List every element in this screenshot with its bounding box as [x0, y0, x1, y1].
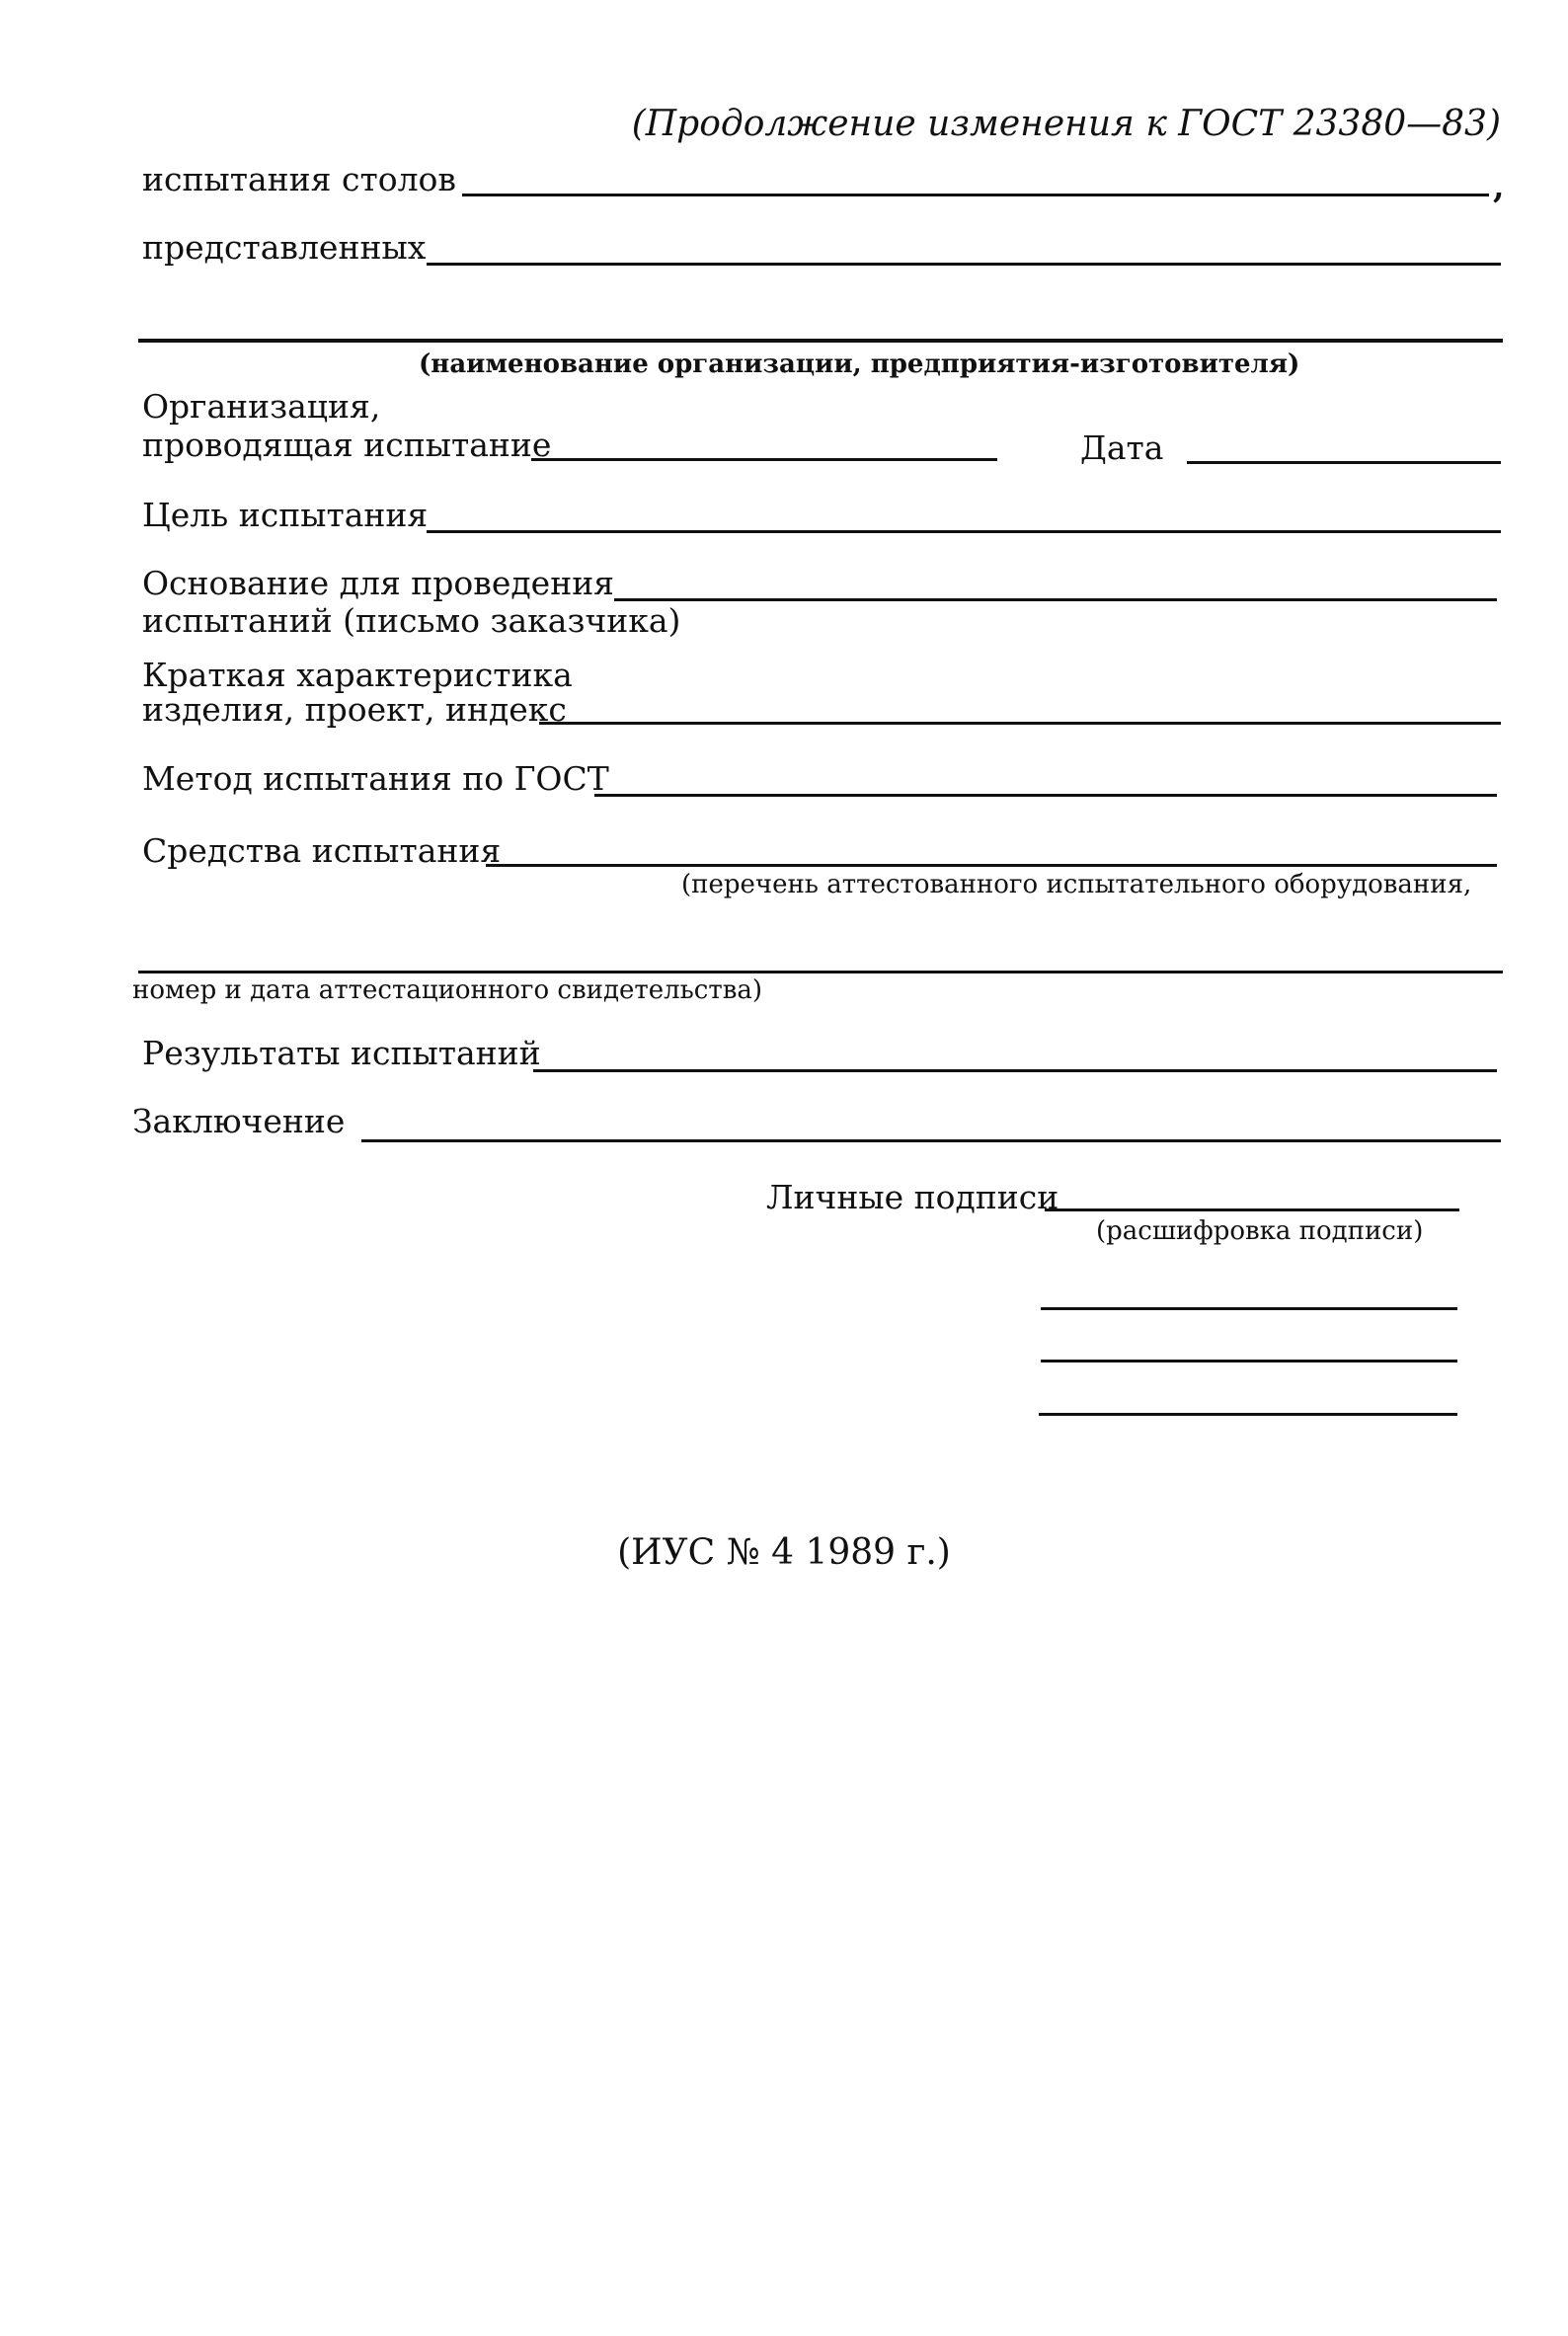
purpose-field[interactable] — [427, 530, 1501, 533]
basis-label-line1: Основание для проведения — [142, 564, 615, 602]
means-label: Средства испытания — [142, 831, 502, 870]
results-field[interactable] — [533, 1069, 1497, 1072]
means-caption-line2: номер и дата аттестационного свидетельства) — [132, 975, 763, 1005]
purpose-label: Цель испытания — [142, 496, 429, 534]
signature-field-2[interactable] — [1041, 1307, 1457, 1310]
issue-footer: (ИУС № 4 1989 г.) — [617, 1532, 951, 1573]
signature-field-3[interactable] — [1041, 1360, 1457, 1363]
manufacturer-caption: (наименование организации, предприятия-изготовителя) — [419, 350, 1300, 379]
basis-label-line2: испытаний (письмо заказчика) — [142, 601, 681, 640]
testing-org-label-line2: проводящая испытание — [142, 426, 552, 464]
conclusion-field[interactable] — [361, 1139, 1501, 1142]
tables-test-punct: , — [1493, 167, 1505, 205]
means-caption-line1: (перечень аттестованного испытательного оборудования, — [681, 870, 1472, 899]
basis-field[interactable] — [614, 598, 1497, 601]
method-field[interactable] — [594, 794, 1497, 797]
means-field-continued[interactable] — [138, 971, 1503, 973]
signature-field-4[interactable] — [1039, 1413, 1457, 1416]
conclusion-label: Заключение — [132, 1102, 346, 1140]
testing-org-field[interactable] — [531, 458, 997, 461]
signatures-label: Личные подписи — [766, 1178, 1059, 1216]
presented-label: представленных — [142, 228, 427, 267]
presented-field[interactable] — [427, 263, 1501, 266]
tables-test-field[interactable] — [462, 194, 1489, 196]
manufacturer-field[interactable] — [138, 339, 1503, 343]
signature-caption: (расшифровка подписи) — [1096, 1216, 1424, 1246]
results-label: Результаты испытаний — [142, 1034, 541, 1072]
testing-org-label-line1: Организация, — [142, 387, 381, 426]
date-label: Дата — [1080, 428, 1164, 467]
date-field[interactable] — [1187, 461, 1501, 464]
method-label: Метод испытания по ГОСТ — [142, 759, 609, 798]
product-label-line1: Краткая характеристика — [142, 656, 573, 694]
tables-test-label: испытания столов — [142, 160, 456, 198]
signature-field-1[interactable] — [1045, 1208, 1459, 1211]
product-field[interactable] — [539, 722, 1501, 725]
page-header: (Продолжение изменения к ГОСТ 23380—83) — [631, 104, 1501, 144]
product-label-line2: изделия, проект, индекс — [142, 690, 567, 729]
means-field[interactable] — [486, 864, 1497, 867]
